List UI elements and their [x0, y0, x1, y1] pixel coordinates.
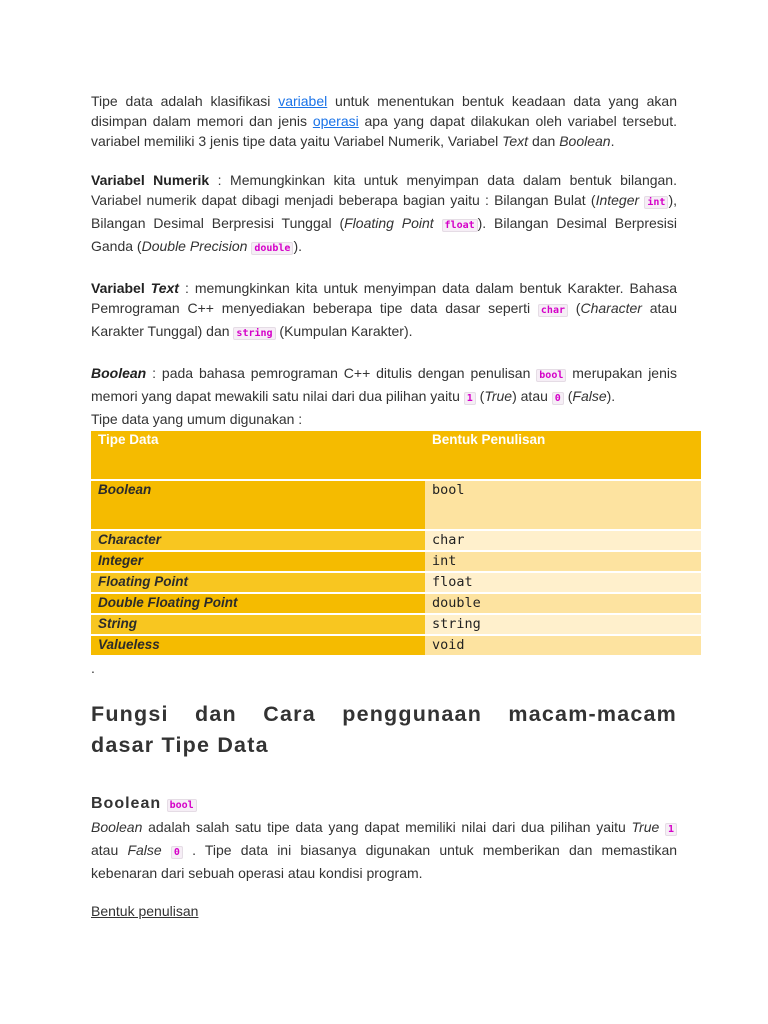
code-0: 0	[552, 392, 564, 405]
character-italic: Character	[580, 300, 642, 316]
dot-separator: .	[91, 660, 95, 676]
intro-text: apa yang dapat dilakukan oleh variabel tersebut. variabel memiliki 3 jenis tipe data yaitu Variabel Numerik, Variabel	[91, 113, 677, 149]
text-label-b: Text	[150, 280, 179, 296]
text-label-a: Variabel	[91, 280, 151, 296]
boolean-desc-text: atau	[91, 842, 128, 858]
table-row	[91, 636, 701, 655]
numerik-text: ), Bilangan Desimal Berpresisi Tunggal (	[91, 192, 678, 231]
table-row	[91, 481, 701, 529]
text-text: atau Karakter Tunggal) dan	[91, 300, 677, 339]
intro-text: Tipe data adalah klasifikasi	[91, 93, 279, 109]
article-body	[91, 91, 677, 919]
numerik-text: : Memungkinkan kita untuk menyimpan data dalam bentuk bilangan. Variabel numerik dapat dibagi menjadi beberapa bagian yaitu : Bilangan Bulat (	[91, 172, 677, 208]
code-string: string	[233, 327, 275, 340]
type-code: double	[425, 594, 701, 613]
text-text: : memungkinkan kita untuk menyimpan data dalam bentuk Karakter. Bahasa Pemrograman C++ menyediakan beberapa tipe data dasar seperti	[91, 280, 678, 316]
table-header-tipe-data: Tipe Data	[91, 431, 425, 479]
code-float: float	[442, 219, 478, 232]
true-italic: True	[484, 388, 513, 404]
code-1: 1	[464, 392, 476, 405]
table-row	[91, 615, 701, 634]
type-name: Double Floating Point	[91, 594, 425, 613]
operasi-link[interactable]: operasi	[312, 113, 359, 129]
data-types-table	[91, 429, 701, 657]
boolean-label: Boolean	[91, 365, 147, 381]
code-0: 0	[171, 846, 183, 859]
boolean-text: (	[563, 388, 573, 404]
type-code: char	[425, 531, 701, 550]
type-name: Character	[91, 531, 425, 550]
integer-italic: Integer	[595, 192, 640, 208]
double-italic: Double Precision	[141, 238, 248, 254]
code-char: char	[538, 304, 568, 317]
type-name: Boolean	[91, 481, 425, 529]
section-heading-line2: dasar Tipe Data	[91, 733, 269, 757]
intro-text: dan	[528, 133, 560, 149]
table-row	[91, 552, 701, 571]
numerik-text: ). Bilangan Desimal Berpresisi Ganda (	[91, 215, 677, 254]
boolean-text: (	[475, 388, 485, 404]
intro-text-italic: Text	[502, 133, 529, 149]
table-row	[91, 573, 701, 592]
false-italic: False	[127, 842, 162, 858]
table-intro: Tipe data yang umum digunakan :	[91, 411, 303, 427]
boolean-text: ) atau	[512, 388, 552, 404]
table-row	[91, 531, 701, 550]
boolean-subheading	[91, 793, 677, 817]
boolean-text: : pada bahasa pemrograman C++ ditulis dengan penulisan	[146, 365, 537, 381]
true-italic: True	[631, 819, 660, 835]
numerik-label: Variabel Numerik	[91, 172, 210, 188]
boolean-paragraph	[91, 363, 677, 409]
table-row	[91, 594, 701, 613]
boolean-text: merupakan jenis memori yang dapat mewakili satu nilai dari dua pilihan yaitu	[91, 365, 677, 404]
variabel-link[interactable]: variabel	[278, 93, 328, 109]
text-text: (	[568, 300, 581, 316]
code-int: int	[644, 196, 668, 209]
code-bool: bool	[536, 369, 566, 382]
type-name: Integer	[91, 552, 425, 571]
numerik-paragraph	[91, 170, 677, 259]
code-double: double	[251, 242, 293, 255]
type-code: int	[425, 552, 701, 571]
boolean-text: ).	[606, 388, 616, 404]
intro-paragraph	[91, 91, 677, 151]
boolean-italic: Boolean	[91, 819, 143, 835]
false-italic: False	[572, 388, 607, 404]
boolean-subheading-text: Boolean	[91, 795, 167, 812]
text-label	[91, 280, 179, 296]
text-paragraph	[91, 278, 677, 344]
type-name: Valueless	[91, 636, 425, 655]
boolean-desc-text: adalah salah satu tipe data yang dapat memiliki nilai dari dua pilihan yaitu	[142, 819, 632, 835]
type-code: void	[425, 636, 701, 655]
boolean-description	[91, 817, 677, 883]
intro-text: untuk menentukan bentuk keadaan data yang akan disimpan dalam memori dan jenis	[91, 93, 678, 129]
type-code: bool	[425, 481, 701, 529]
floating-italic: Floating Point	[344, 215, 434, 231]
intro-text: .	[610, 133, 615, 149]
code-1: 1	[665, 823, 677, 836]
type-code: float	[425, 573, 701, 592]
section-heading-line1: Fungsi dan Cara penggunaan macam-macam	[91, 702, 677, 726]
bentuk-penulisan-link[interactable]: Bentuk penulisan	[91, 903, 199, 919]
type-name: String	[91, 615, 425, 634]
table-header-bentuk-penulisan: Bentuk Penulisan	[425, 431, 701, 479]
boolean-subheading-code: bool	[167, 799, 197, 812]
numerik-text: ).	[293, 238, 303, 254]
type-code: string	[425, 615, 701, 634]
boolean-desc-text: . Tipe data ini biasanya digunakan untuk memberikan dan memastikan kebenaran dari sebuah operasi atau kondisi program.	[91, 842, 678, 881]
text-text: (Kumpulan Karakter).	[275, 323, 413, 339]
type-name: Floating Point	[91, 573, 425, 592]
section-heading	[91, 699, 677, 761]
intro-boolean-italic: Boolean	[559, 133, 611, 149]
